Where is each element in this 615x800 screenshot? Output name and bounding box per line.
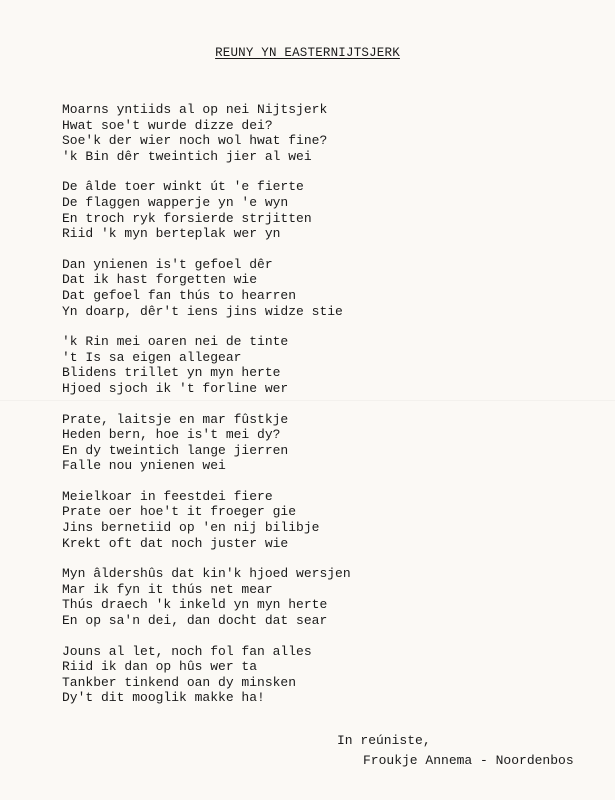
poem-line: Dat ik hast forgetten wie — [62, 272, 258, 288]
closing-block — [337, 733, 574, 769]
poem-line: De âlde toer winkt út 'e fierte — [62, 179, 304, 195]
poem-line: Soe'k der wier noch wol hwat fine? — [62, 133, 328, 149]
poem-line: Hwat soe't wurde dizze dei? — [62, 117, 273, 133]
stanza — [62, 644, 582, 706]
poem-line: 'k Rin mei oaren nei de tinte — [62, 334, 289, 350]
poem-line: En op sa'n dei, dan docht dat sear — [62, 613, 328, 629]
poem-line: Dat gefoel fan thús to hearren — [62, 287, 297, 303]
poem-line: Hjoed sjoch ik 't forline wer — [62, 380, 289, 396]
poem-body — [62, 102, 582, 721]
poem-title — [0, 46, 615, 60]
poem-line: Krekt oft dat noch juster wie — [62, 535, 289, 551]
stanza — [62, 257, 582, 319]
poem-line: Riid ik dan op hûs wer ta — [62, 659, 258, 675]
stanza — [62, 179, 582, 241]
poem-line: Yn doarp, dêr't iens jins widze stie — [62, 303, 343, 319]
poem-line: Myn âldershûs dat kin'k hjoed wersjen — [62, 566, 351, 582]
stanza — [62, 412, 582, 474]
poem-line: Mar ik fyn it thús net mear — [62, 581, 273, 597]
stanza — [62, 334, 582, 396]
poem-title-text: REUNY YN EASTERNIJTSJERK — [215, 46, 400, 60]
poem-line: Prate, laitsje en mar fûstkje — [62, 411, 289, 427]
poem-line: Blidens trillet yn myn herte — [62, 365, 281, 381]
poem-line: Heden bern, hoe is't mei dy? — [62, 427, 281, 443]
poem-line: Meielkoar in feestdei fiere — [62, 488, 273, 504]
poem-line: 'k Bin dêr tweintich jier al wei — [62, 148, 312, 164]
poem-line: Moarns yntiids al op nei Nijtsjerk — [62, 102, 328, 117]
poem-line: Jins bernetiid op 'en nij bilibje — [62, 520, 320, 536]
stanza — [62, 566, 582, 628]
poem-line: Prate oer hoe't it froeger gie — [62, 504, 297, 520]
stanza — [62, 489, 582, 551]
poem-line: Dy't dit mooglik makke ha! — [62, 690, 265, 706]
poem-line: Riid 'k myn berteplak wer yn — [62, 226, 281, 242]
poem-line: En dy tweintich lange jierren — [62, 442, 289, 458]
poem-line: Tankber tinkend oan dy minsken — [62, 674, 297, 690]
closing-greeting: In reúniste, — [337, 733, 431, 748]
poem-line: 't Is sa eigen allegear — [62, 349, 242, 365]
closing-signature: Froukje Annema - Noordenbos — [363, 753, 574, 768]
poem-line: De flaggen wapperje yn 'e wyn — [62, 194, 289, 210]
poem-line: Thús draech 'k inkeld yn myn herte — [62, 597, 328, 613]
poem-line: Falle nou ynienen wei — [62, 458, 226, 474]
poem-line: Dan ynienen is't gefoel dêr — [62, 256, 273, 272]
poem-line: En troch ryk forsierde strjitten — [62, 210, 312, 226]
stanza — [62, 102, 582, 164]
poem-line: Jouns al let, noch fol fan alles — [62, 643, 312, 659]
